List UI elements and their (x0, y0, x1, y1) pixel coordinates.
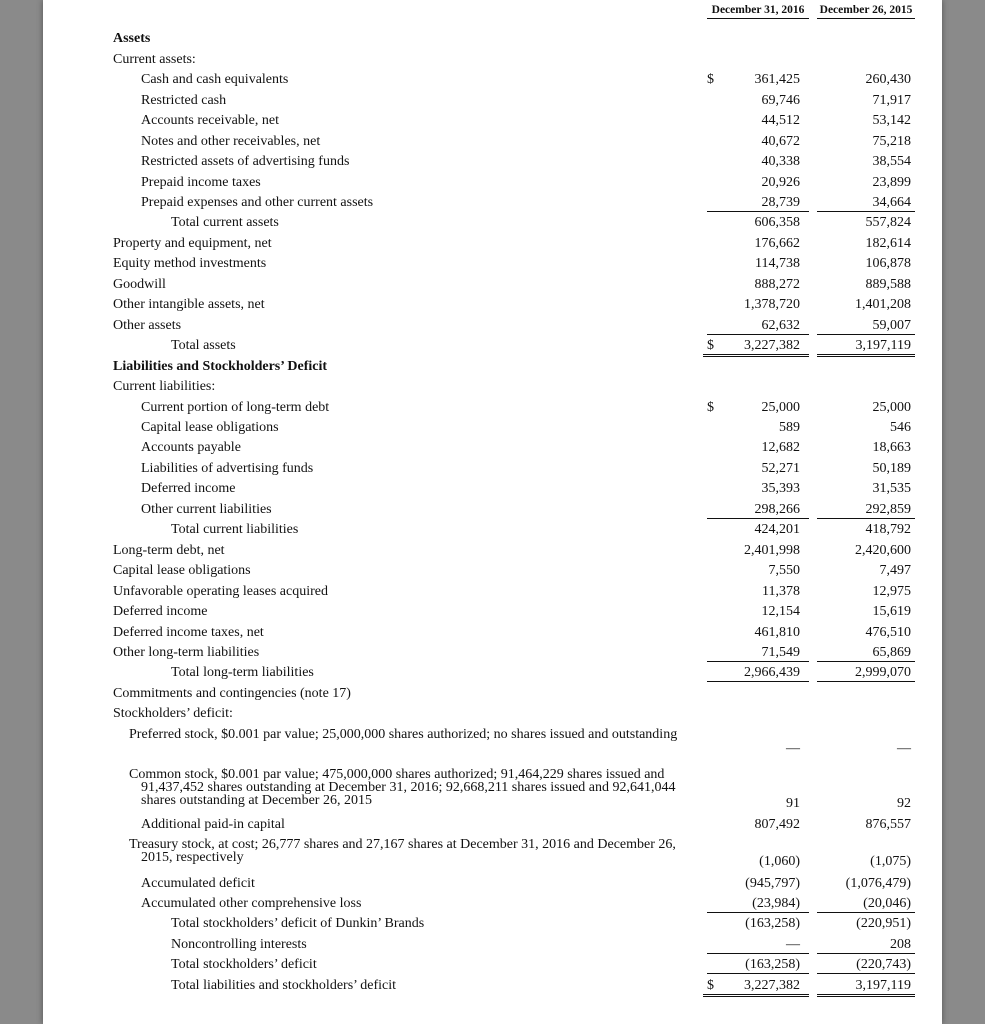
value-2016: 2,401,998 (744, 543, 800, 558)
row-label: Noncontrolling interests (171, 937, 307, 952)
table-row (43, 114, 942, 134)
underline (817, 681, 915, 682)
value-2015: (220,743) (856, 957, 911, 972)
row-label: Other intangible assets, net (113, 297, 265, 312)
row-label: Capital lease obligations (113, 563, 251, 578)
balance-sheet-page (43, 0, 942, 1024)
double-underline (817, 994, 915, 997)
value-2015: 182,614 (865, 236, 911, 251)
value-2016: 12,682 (761, 440, 800, 455)
value-2016: 807,492 (754, 817, 800, 832)
table-row (43, 380, 942, 400)
value-2016: (1,060) (759, 854, 800, 869)
underline (707, 661, 809, 662)
value-2016: 114,738 (755, 256, 800, 271)
value-2015: 15,619 (872, 604, 911, 619)
table-row (43, 979, 942, 999)
value-2015: 1,401,208 (855, 297, 911, 312)
underline (817, 334, 915, 335)
value-2016: 3,227,382 (744, 978, 800, 993)
table-row (43, 32, 942, 52)
underline (707, 953, 809, 954)
table-row (43, 73, 942, 93)
table-row (43, 339, 942, 359)
row-label: Total assets (171, 338, 236, 353)
row-label: Equity method investments (113, 256, 267, 271)
row-label: Total stockholders’ deficit of Dunkin’ Brands (171, 916, 425, 931)
value-2016: 40,338 (761, 154, 800, 169)
value-2015: 75,218 (872, 134, 911, 149)
double-underline (703, 354, 809, 357)
column-header-2016: December 31, 2016 (707, 5, 809, 19)
row-label: Total current assets (171, 215, 279, 230)
underline (817, 661, 915, 662)
row-label: Prepaid expenses and other current assets (141, 195, 374, 210)
value-2015: 476,510 (865, 625, 911, 640)
value-2015: 23,899 (872, 175, 911, 190)
currency-symbol: $ (707, 338, 714, 353)
row-label: Deferred income (141, 481, 236, 496)
row-label: Unfavorable operating leases acquired (113, 584, 328, 599)
value-2016: 25,000 (761, 400, 800, 415)
row-label: Commitments and contingencies (note 17) (113, 686, 351, 701)
table-row (43, 605, 942, 625)
table-row (43, 917, 942, 937)
value-2016: (163,258) (745, 957, 800, 972)
value-2015: 3,197,119 (855, 978, 911, 993)
table-row (43, 707, 942, 727)
value-2016: 7,550 (768, 563, 800, 578)
value-2016: 2,966,439 (744, 665, 800, 680)
value-2015: (1,076,479) (845, 876, 911, 891)
value-2016: 28,739 (761, 195, 800, 210)
value-2016: (163,258) (745, 916, 800, 931)
row-label: Additional paid-in capital (141, 817, 285, 832)
value-2016: 589 (779, 420, 800, 435)
row-label: Current portion of long-term debt (141, 400, 330, 415)
row-label: Accounts payable (141, 440, 241, 455)
value-2016: 35,393 (761, 481, 800, 496)
table-row (43, 897, 942, 917)
row-label: Capital lease obligations (141, 420, 279, 435)
value-2015: 3,197,119 (855, 338, 911, 353)
value-2015: 106,878 (865, 256, 911, 271)
row-label: Total liabilities and stockholders’ deficit (171, 978, 397, 993)
value-2016: 461,810 (754, 625, 800, 640)
value-2016: 888,272 (754, 277, 800, 292)
value-2015: 546 (890, 420, 911, 435)
currency-symbol: $ (707, 400, 714, 415)
table-row (43, 237, 942, 257)
row-label: Restricted cash (141, 93, 227, 108)
table-row (43, 503, 942, 523)
value-2016: 52,271 (761, 461, 800, 476)
row-label: Property and equipment, net (113, 236, 272, 251)
value-2016: 69,746 (761, 93, 800, 108)
value-2016: 424,201 (754, 522, 800, 537)
value-2016: 1,378,720 (744, 297, 800, 312)
underline (817, 953, 915, 954)
row-label: Stockholders’ deficit: (113, 706, 233, 721)
value-2016: 606,358 (754, 215, 800, 230)
row-label: Deferred income taxes, net (113, 625, 264, 640)
currency-symbol: $ (707, 72, 714, 87)
value-2015: 260,430 (865, 72, 911, 87)
table-row (43, 818, 942, 838)
table-row (43, 196, 942, 216)
table-row (43, 176, 942, 196)
value-2015: 92 (897, 796, 911, 811)
value-2016: 20,926 (761, 175, 800, 190)
value-2015: (1,075) (870, 854, 911, 869)
column-header-2015: December 26, 2015 (817, 5, 915, 19)
value-2015: 34,664 (872, 195, 911, 210)
underline (707, 334, 809, 335)
table-row (43, 767, 942, 811)
row-label: Goodwill (113, 277, 166, 292)
table-row (43, 564, 942, 584)
underline (707, 681, 809, 682)
value-2015: 31,535 (872, 481, 911, 496)
value-2015: 292,859 (865, 502, 911, 517)
row-label: Treasury stock, at cost; 26,777 shares and 27,167 shares at December 31, 2016 and December 26, 2015, respectively (129, 837, 676, 865)
row-label: Total stockholders’ deficit (171, 957, 317, 972)
table-row (43, 360, 942, 380)
table-row (43, 523, 942, 543)
value-2015: 557,824 (865, 215, 911, 230)
table-row (43, 257, 942, 277)
row-label: Accumulated deficit (141, 876, 255, 891)
row-label: Liabilities of advertising funds (141, 461, 314, 476)
value-2015: 65,869 (872, 645, 911, 660)
table-row (43, 482, 942, 502)
row-label: Assets (113, 31, 151, 46)
value-2016: 298,266 (754, 502, 800, 517)
row-label: Accumulated other comprehensive loss (141, 896, 362, 911)
value-2015: 2,999,070 (855, 665, 911, 680)
underline (707, 973, 809, 974)
value-2016: 40,672 (761, 134, 800, 149)
value-2016: 361,425 (754, 72, 800, 87)
value-2015: 38,554 (872, 154, 911, 169)
table-row (43, 958, 942, 978)
underline (817, 912, 915, 913)
value-2015: 25,000 (872, 400, 911, 415)
double-underline (817, 354, 915, 357)
underline (817, 518, 915, 519)
table-row (43, 441, 942, 461)
row-label: Liabilities and Stockholders’ Deficit (113, 359, 328, 374)
table-row (43, 421, 942, 441)
table-row (43, 938, 942, 958)
table-row (43, 53, 942, 73)
value-2015: 7,497 (879, 563, 911, 578)
value-2016: 176,662 (754, 236, 800, 251)
value-2015: (220,951) (856, 916, 911, 931)
value-2015: 889,588 (865, 277, 911, 292)
table-row (43, 401, 942, 421)
underline (817, 973, 915, 974)
row-label: Prepaid income taxes (141, 175, 261, 190)
table-row (43, 666, 942, 686)
value-2016: 11,378 (762, 584, 800, 599)
table-row (43, 462, 942, 482)
table-row (43, 94, 942, 114)
value-2016: (23,984) (752, 896, 800, 911)
row-label: Notes and other receivables, net (141, 134, 321, 149)
table-row (43, 278, 942, 298)
row-label: Other current liabilities (141, 502, 272, 517)
value-2015: 50,189 (872, 461, 911, 476)
row-label: Cash and cash equivalents (141, 72, 289, 87)
value-2015: 53,142 (872, 113, 911, 128)
table-row (43, 319, 942, 339)
table-row (43, 298, 942, 318)
value-2016: 12,154 (761, 604, 800, 619)
row-label: Long-term debt, net (113, 543, 225, 558)
row-label: Restricted assets of advertising funds (141, 154, 350, 169)
value-2015: 12,975 (872, 584, 911, 599)
row-label: Common stock, $0.001 par value; 475,000,000 shares authorized; 91,464,229 shares issued and 91,437,452 shares outstanding at December 31, 2016; 92,668,211 shares issued and 92,641,044 shares outstanding at December 26, 2015 (129, 767, 676, 808)
row-label: Current liabilities: (113, 379, 216, 394)
value-2015: (20,046) (863, 896, 911, 911)
row-label: Current assets: (113, 52, 196, 67)
table-row (43, 877, 942, 897)
double-underline (703, 994, 809, 997)
underline (817, 211, 915, 212)
table-row (43, 687, 942, 707)
value-2015: 418,792 (865, 522, 911, 537)
table-row (43, 135, 942, 155)
value-2015: — (897, 741, 911, 756)
value-2015: 876,557 (865, 817, 911, 832)
table-row (43, 585, 942, 605)
table-row (43, 216, 942, 236)
row-label: Total current liabilities (171, 522, 299, 537)
value-2015: 208 (890, 937, 911, 952)
value-2016: — (786, 937, 800, 952)
value-2015: 18,663 (872, 440, 911, 455)
underline (707, 912, 809, 913)
row-label: Other assets (113, 318, 182, 333)
value-2015: 71,917 (872, 93, 911, 108)
row-label: Accounts receivable, net (141, 113, 279, 128)
value-2016: — (786, 741, 800, 756)
value-2016: 91 (786, 796, 800, 811)
table-row (43, 646, 942, 666)
currency-symbol: $ (707, 978, 714, 993)
value-2016: 3,227,382 (744, 338, 800, 353)
value-2015: 2,420,600 (855, 543, 911, 558)
table-row (43, 626, 942, 646)
row-label: Preferred stock, $0.001 par value; 25,000,000 shares authorized; no shares issued and outstanding (129, 727, 678, 742)
value-2016: (945,797) (745, 876, 800, 891)
value-2016: 62,632 (761, 318, 800, 333)
table-row (43, 837, 942, 869)
table-row (43, 544, 942, 564)
underline (707, 518, 809, 519)
table-row (43, 155, 942, 175)
row-label: Deferred income (113, 604, 208, 619)
row-label: Other long-term liabilities (113, 645, 260, 660)
value-2015: 59,007 (872, 318, 911, 333)
row-label: Total long-term liabilities (171, 665, 314, 680)
value-2016: 44,512 (761, 113, 800, 128)
value-2016: 71,549 (761, 645, 800, 660)
underline (707, 211, 809, 212)
table-row (43, 727, 942, 756)
